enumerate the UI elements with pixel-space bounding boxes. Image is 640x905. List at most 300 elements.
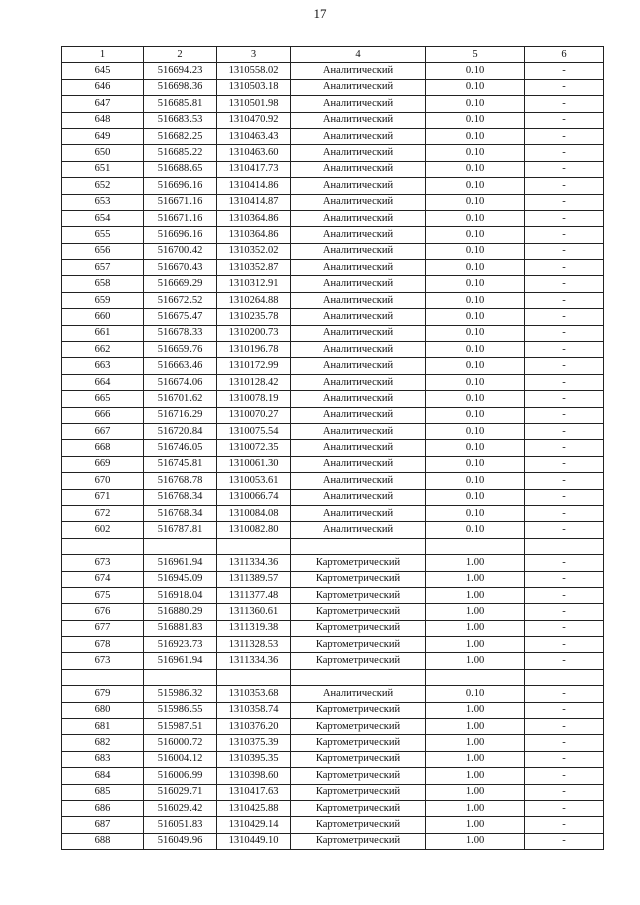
table-cell: 1310398.60 [217,768,291,784]
table-cell: 1.00 [426,653,525,669]
table-cell: - [525,620,604,636]
table-cell: - [525,79,604,95]
table-cell: 0.10 [426,79,525,95]
table-cell [217,669,291,685]
table-cell: 516006.99 [144,768,217,784]
table-cell: 675 [62,587,144,603]
table-cell: 516768.34 [144,489,217,505]
table-cell: 1310066.74 [217,489,291,505]
table-cell: - [525,686,604,702]
table-cell: 0.10 [426,374,525,390]
table-cell: 1310417.73 [217,161,291,177]
table-cell: - [525,178,604,194]
table-cell: 516923.73 [144,637,217,653]
coordinates-table [61,46,604,850]
table-cell: 516701.62 [144,391,217,407]
table-cell: Аналитический [291,686,426,702]
table-cell: - [525,112,604,128]
table-cell: 1.00 [426,735,525,751]
table-cell: 1310414.86 [217,178,291,194]
table-cell: 0.10 [426,686,525,702]
table-row [62,161,604,177]
table-cell: 0.10 [426,423,525,439]
table-row [62,243,604,259]
table-cell: 1311334.36 [217,555,291,571]
table-cell: 681 [62,719,144,735]
table-row [62,325,604,341]
table-cell: 0.10 [426,145,525,161]
table-cell [144,538,217,554]
table-row [62,604,604,620]
table-cell: - [525,751,604,767]
table-cell: 1.00 [426,604,525,620]
table-cell: - [525,817,604,833]
table-row [62,555,604,571]
table-cell: - [525,423,604,439]
table-cell: - [525,96,604,112]
table-cell [217,538,291,554]
table-cell: Картометрический [291,784,426,800]
table-cell: 663 [62,358,144,374]
table-cell: 676 [62,604,144,620]
table-cell: Аналитический [291,358,426,374]
table-cell: 1310078.19 [217,391,291,407]
table-cell: 665 [62,391,144,407]
table-row [62,374,604,390]
table-cell: Аналитический [291,440,426,456]
table-cell: 0.10 [426,112,525,128]
table-cell: 652 [62,178,144,194]
table-cell: - [525,309,604,325]
table-row [62,342,604,358]
table-cell: 650 [62,145,144,161]
table-cell [426,669,525,685]
table-cell: - [525,391,604,407]
table-cell: Картометрический [291,833,426,849]
table-cell: 516694.23 [144,63,217,79]
table-cell: Картометрический [291,719,426,735]
table-cell: Картометрический [291,702,426,718]
table-cell: - [525,145,604,161]
table-cell: - [525,325,604,341]
table-cell: 1310470.92 [217,112,291,128]
table-header-row [62,47,604,63]
table-row [62,768,604,784]
table-cell: - [525,522,604,538]
table-row [62,210,604,226]
table-cell: 1310364.86 [217,227,291,243]
table-cell: 516918.04 [144,587,217,603]
table-cell: 1310449.10 [217,833,291,849]
table-cell: 1310352.02 [217,243,291,259]
table-cell: - [525,800,604,816]
table-cell: Аналитический [291,522,426,538]
table-cell: 0.10 [426,505,525,521]
table-cell: 516787.81 [144,522,217,538]
table-cell: 0.10 [426,128,525,144]
table-cell: 659 [62,292,144,308]
table-cell: 516674.06 [144,374,217,390]
table-cell: 516688.65 [144,161,217,177]
table-cell: - [525,161,604,177]
table-cell: Аналитический [291,227,426,243]
table-cell: 647 [62,96,144,112]
table-cell: 673 [62,555,144,571]
table-cell: Аналитический [291,210,426,226]
table-cell: 1310235.78 [217,309,291,325]
table-cell: - [525,702,604,718]
table-cell: 0.10 [426,276,525,292]
table-cell: Аналитический [291,112,426,128]
table-cell: 1310128.42 [217,374,291,390]
table-cell: - [525,719,604,735]
table-cell: 672 [62,505,144,521]
table-cell: 686 [62,800,144,816]
table-cell: - [525,489,604,505]
table-row [62,391,604,407]
table-cell: Картометрический [291,587,426,603]
table-cell: 0.10 [426,440,525,456]
table-cell: - [525,194,604,210]
table-cell: - [525,63,604,79]
table-cell [291,538,426,554]
table-cell: 516051.83 [144,817,217,833]
table-cell: 0.10 [426,161,525,177]
table-cell: Картометрический [291,768,426,784]
table-cell: 1310053.61 [217,473,291,489]
table-cell: 516698.36 [144,79,217,95]
table-cell: - [525,210,604,226]
table-cell: 516700.42 [144,243,217,259]
table-cell: - [525,374,604,390]
table-row [62,227,604,243]
table-cell: 1.00 [426,555,525,571]
table-cell: 655 [62,227,144,243]
table-cell: Аналитический [291,407,426,423]
table-cell: 0.10 [426,63,525,79]
table-cell: 0.10 [426,243,525,259]
table-cell: Аналитический [291,96,426,112]
table-cell: 0.10 [426,407,525,423]
table-cell: - [525,768,604,784]
table-cell: - [525,227,604,243]
table-cell [291,669,426,685]
table-cell: 1311328.53 [217,637,291,653]
table-cell: 0.10 [426,96,525,112]
table-cell: 1310352.87 [217,260,291,276]
table-cell: 515986.32 [144,686,217,702]
table-cell: 1310072.35 [217,440,291,456]
table-cell: 1.00 [426,800,525,816]
table-cell: 1.00 [426,833,525,849]
table-cell: 653 [62,194,144,210]
table-row [62,702,604,718]
column-header: 3 [217,47,291,63]
table-cell: 516663.46 [144,358,217,374]
column-header: 5 [426,47,525,63]
table-cell: - [525,440,604,456]
table-cell: Аналитический [291,309,426,325]
table-cell: 667 [62,423,144,439]
table-cell: 516029.71 [144,784,217,800]
table-cell: 516880.29 [144,604,217,620]
table-row [62,260,604,276]
table-row [62,145,604,161]
table-cell: Аналитический [291,178,426,194]
table-cell: 1310196.78 [217,342,291,358]
column-header: 4 [291,47,426,63]
table-cell: 680 [62,702,144,718]
table-row [62,784,604,800]
table-cell: 516683.53 [144,112,217,128]
table-cell: 0.10 [426,391,525,407]
table-row [62,473,604,489]
table-cell: 0.10 [426,210,525,226]
table-row [62,309,604,325]
table-cell: 1.00 [426,571,525,587]
table-row [62,456,604,472]
column-header: 2 [144,47,217,63]
table-cell: Аналитический [291,145,426,161]
table-cell: - [525,407,604,423]
table-cell: 516881.83 [144,620,217,636]
table-cell: - [525,128,604,144]
table-cell: 515987.51 [144,719,217,735]
table-cell: Картометрический [291,653,426,669]
table-cell: Картометрический [291,571,426,587]
table-cell: Картометрический [291,817,426,833]
table-cell: 1310264.88 [217,292,291,308]
table-cell: 516049.96 [144,833,217,849]
table-cell: 1310364.86 [217,210,291,226]
table-row [62,79,604,95]
table-row [62,800,604,816]
table-cell: 0.10 [426,456,525,472]
table-cell: 516685.81 [144,96,217,112]
table-row [62,571,604,587]
table-cell: 0.10 [426,325,525,341]
table-cell: - [525,555,604,571]
table-cell: 1.00 [426,817,525,833]
table-cell: 1310501.98 [217,96,291,112]
table-cell: 649 [62,128,144,144]
table-cell: 1310061.30 [217,456,291,472]
table-cell: 1311377.48 [217,587,291,603]
table-cell: 1310395.35 [217,751,291,767]
table-cell: 1.00 [426,719,525,735]
table-cell: 684 [62,768,144,784]
table-cell: 0.10 [426,522,525,538]
table-cell: 1310070.27 [217,407,291,423]
table-cell: 516768.34 [144,505,217,521]
table-cell: Аналитический [291,79,426,95]
table-cell: Аналитический [291,243,426,259]
table-cell: Аналитический [291,374,426,390]
table-row [62,653,604,669]
page-number: 17 [313,6,327,21]
table-cell: Аналитический [291,505,426,521]
table-cell [144,669,217,685]
table-cell: 1311319.38 [217,620,291,636]
table-cell: 1.00 [426,751,525,767]
table-cell: Аналитический [291,292,426,308]
table-cell: 0.10 [426,358,525,374]
table-cell: Картометрический [291,751,426,767]
table-cell: 1310417.63 [217,784,291,800]
table-cell: 658 [62,276,144,292]
table-cell: 651 [62,161,144,177]
column-header: 6 [525,47,604,63]
table-cell: 516671.16 [144,210,217,226]
table-row [62,522,604,538]
table-row [62,669,604,685]
table-cell: Картометрический [291,637,426,653]
table-cell: 679 [62,686,144,702]
table-cell: 516768.78 [144,473,217,489]
table-cell: 678 [62,637,144,653]
table-cell: - [525,653,604,669]
table-cell: 646 [62,79,144,95]
table-cell: - [525,260,604,276]
table-cell: - [525,473,604,489]
table-cell: 1310503.18 [217,79,291,95]
table-cell: Аналитический [291,325,426,341]
table-cell: 516682.25 [144,128,217,144]
table-cell: 516961.94 [144,555,217,571]
table-cell: 515986.55 [144,702,217,718]
table-cell: - [525,637,604,653]
table-cell: - [525,342,604,358]
table-cell: 1.00 [426,702,525,718]
table-cell: 0.10 [426,194,525,210]
table-cell: 1310375.39 [217,735,291,751]
table-cell: 648 [62,112,144,128]
table-cell: 516678.33 [144,325,217,341]
table-cell: - [525,587,604,603]
table-cell: 669 [62,456,144,472]
table-cell: 1.00 [426,587,525,603]
table-cell: 516029.42 [144,800,217,816]
table-cell: 1310376.20 [217,719,291,735]
table-cell: 516696.16 [144,227,217,243]
table-cell: - [525,571,604,587]
table-cell: 516746.05 [144,440,217,456]
table-cell: - [525,456,604,472]
table-row [62,276,604,292]
table-cell: 1.00 [426,637,525,653]
table-cell: 668 [62,440,144,456]
table-cell: 1310075.54 [217,423,291,439]
table-row [62,96,604,112]
table-cell: 683 [62,751,144,767]
table-row [62,637,604,653]
table-cell: - [525,784,604,800]
table-row [62,505,604,521]
table-cell [426,538,525,554]
column-header: 1 [62,47,144,63]
table-row [62,538,604,554]
table-cell: Аналитический [291,473,426,489]
table-cell: Аналитический [291,128,426,144]
table-cell: 0.10 [426,342,525,358]
table-cell: 670 [62,473,144,489]
table-cell: 1310358.74 [217,702,291,718]
table-cell: 0.10 [426,292,525,308]
table-cell [62,538,144,554]
table-cell: 0.10 [426,227,525,243]
table-row [62,440,604,456]
table-cell: 657 [62,260,144,276]
table-cell: 671 [62,489,144,505]
table-cell: Аналитический [291,194,426,210]
table-cell: 516685.22 [144,145,217,161]
table-cell: 516696.16 [144,178,217,194]
table-row [62,358,604,374]
table-cell: - [525,243,604,259]
table-cell: Аналитический [291,342,426,358]
table-cell: 516659.76 [144,342,217,358]
table-cell: 516961.94 [144,653,217,669]
table-cell: 685 [62,784,144,800]
table-row [62,292,604,308]
table-cell: 682 [62,735,144,751]
table-row [62,620,604,636]
table-cell: 516000.72 [144,735,217,751]
table-row [62,63,604,79]
table-cell: 674 [62,571,144,587]
table-row [62,128,604,144]
table-cell: 602 [62,522,144,538]
table-cell: 1310084.08 [217,505,291,521]
table-row [62,751,604,767]
table-cell: 1310425.88 [217,800,291,816]
table-cell: Картометрический [291,604,426,620]
table-row [62,112,604,128]
table-row [62,194,604,210]
table-cell: 516675.47 [144,309,217,325]
table-cell [525,669,604,685]
table-cell: Картометрический [291,620,426,636]
table-cell: 516671.16 [144,194,217,210]
table-cell: Аналитический [291,260,426,276]
table-cell: 1310414.87 [217,194,291,210]
table-cell: - [525,833,604,849]
table-cell: Картометрический [291,800,426,816]
table-cell: 662 [62,342,144,358]
table-cell: 516004.12 [144,751,217,767]
table-cell: 660 [62,309,144,325]
table-row [62,489,604,505]
table-cell: 664 [62,374,144,390]
table-cell: 645 [62,63,144,79]
table-cell: 666 [62,407,144,423]
table-cell: 687 [62,817,144,833]
table-cell: Аналитический [291,276,426,292]
table-cell: Аналитический [291,456,426,472]
table-cell: Картометрический [291,735,426,751]
table-cell: 673 [62,653,144,669]
table-cell: 654 [62,210,144,226]
table-row [62,423,604,439]
table-cell: 1310463.60 [217,145,291,161]
table-cell: 516945.09 [144,571,217,587]
table-cell: 1.00 [426,784,525,800]
table-cell: - [525,505,604,521]
table-cell: - [525,292,604,308]
table-cell: 516745.81 [144,456,217,472]
table-cell: 656 [62,243,144,259]
table-cell: Аналитический [291,423,426,439]
